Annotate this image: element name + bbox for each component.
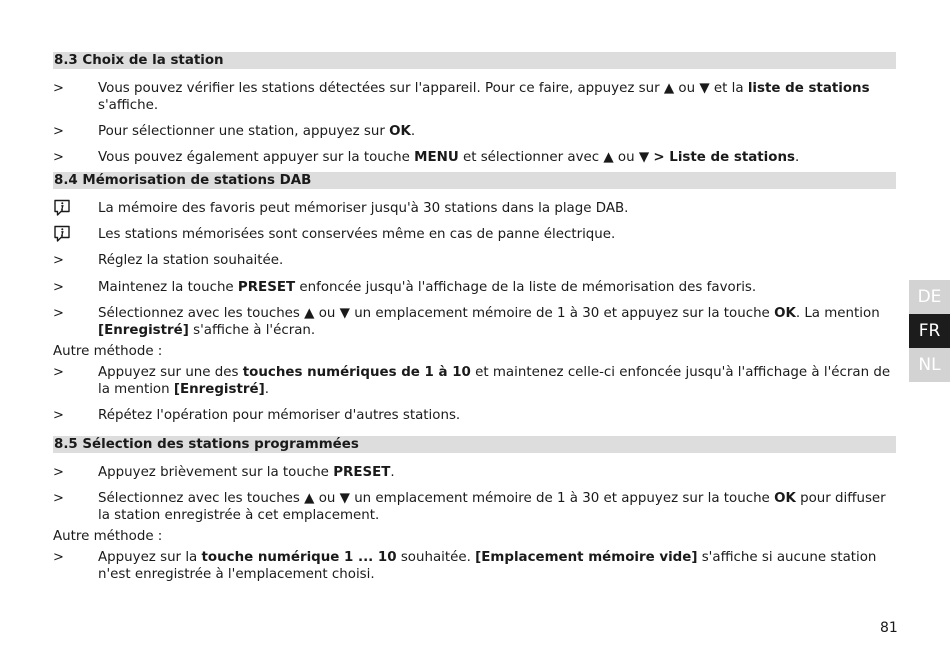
text-run: Appuyez sur une des	[98, 365, 243, 380]
text-run: enfoncée jusqu'à l'affichage de la liste de mémorisation des favoris.	[295, 280, 757, 295]
alt-method-label: Autre méthode :	[53, 529, 163, 544]
page-number: 81	[880, 620, 898, 636]
bold-run: [Enregistré]	[173, 382, 265, 397]
item-text	[98, 490, 896, 524]
text-run: Pour sélectionner une station, appuyez sur	[98, 124, 390, 139]
item-text	[98, 364, 896, 398]
list-item	[53, 464, 896, 481]
bold-run: OK	[774, 306, 796, 321]
bold-run: PRESET	[333, 465, 391, 480]
item-text	[98, 123, 896, 140]
text-run: Appuyez sur la	[98, 550, 202, 565]
text-run: s'affiche si aucune station n'est enregistrée à l'emplacement choisi.	[98, 550, 877, 582]
list-item	[53, 80, 896, 114]
list-item	[53, 123, 896, 140]
text-run: Appuyez brièvement sur la touche	[98, 465, 334, 480]
bold-run: [Emplacement mémoire vide]	[475, 550, 698, 565]
bullet-arrow: >	[53, 150, 64, 165]
bold-run: liste de stations	[747, 81, 870, 96]
text-run: Vous pouvez également appuyer sur la touche	[98, 150, 415, 165]
tab-language-nl[interactable]: NL	[909, 348, 950, 382]
text-run: et maintenez celle-ci enfoncée jusqu'à l'affichage à l'écran de la mention	[98, 365, 891, 397]
item-text	[98, 305, 896, 339]
text-run: Vous pouvez vérifier les stations détectées sur l'appareil. Pour ce faire, appuyez sur ▲ ou ▼ et la	[98, 81, 748, 96]
bold-run: OK	[389, 124, 411, 139]
list-item	[53, 407, 896, 424]
bold-run: touche numérique 1 ... 10	[201, 550, 397, 565]
list-item	[53, 549, 896, 583]
bullet-arrow: >	[53, 81, 64, 96]
list-item	[53, 364, 896, 398]
list-item	[53, 279, 896, 296]
text-run: et sélectionner avec ▲ ou ▼	[458, 150, 654, 165]
bullet-arrow: >	[53, 408, 64, 423]
text-run: s'affiche à l'écran.	[188, 323, 316, 338]
tab-language-fr[interactable]: FR	[909, 314, 950, 348]
item-text	[98, 252, 896, 269]
text-run: Sélectionnez avec les touches ▲ ou ▼ un emplacement mémoire de 1 à 30 et appuyez sur la touche	[98, 491, 775, 506]
tab-language-de[interactable]: DE	[909, 280, 950, 314]
text-run: .	[410, 124, 416, 139]
list-item	[53, 490, 896, 524]
item-text	[98, 226, 896, 243]
text-run: Maintenez la touche	[98, 280, 238, 295]
section-heading: 8.3 Choix de la station	[53, 52, 896, 69]
bold-run: touches numériques de 1 à 10	[242, 365, 471, 380]
bold-run: OK	[774, 491, 796, 506]
item-text	[98, 279, 896, 296]
item-text	[98, 407, 896, 424]
item-text	[98, 549, 896, 583]
alt-method-label: Autre méthode :	[53, 344, 163, 359]
bold-run: PRESET	[237, 280, 296, 295]
info-icon	[53, 225, 71, 242]
text-run: s'affiche.	[98, 98, 159, 113]
list-item	[53, 252, 896, 269]
bullet-arrow: >	[53, 365, 64, 380]
language-tabs	[909, 280, 950, 382]
bullet-arrow: >	[53, 124, 64, 139]
text-run: . La mention	[795, 306, 880, 321]
info-note	[53, 226, 896, 243]
bullet-arrow: >	[53, 550, 64, 565]
text-run: pour diffuser la station enregistrée à cet emplacement.	[98, 491, 886, 523]
item-text	[98, 464, 896, 481]
text-run: Les stations mémorisées sont conservées même en cas de panne électrique.	[98, 227, 616, 242]
item-text	[98, 80, 896, 114]
bullet-arrow: >	[53, 465, 64, 480]
info-note	[53, 200, 896, 217]
bold-run: MENU	[414, 150, 459, 165]
text-run: Répétez l'opération pour mémoriser d'autres stations.	[98, 408, 461, 423]
bold-run: [Enregistré]	[98, 323, 189, 338]
bullet-arrow: >	[53, 306, 64, 321]
item-text	[98, 200, 896, 217]
manual-page	[53, 52, 896, 583]
text-run: .	[794, 150, 800, 165]
info-icon	[53, 199, 71, 216]
text-run: La mémoire des favoris peut mémoriser jusqu'à 30 stations dans la plage DAB.	[98, 201, 629, 216]
section-heading: 8.4 Mémorisation de stations DAB	[53, 172, 896, 189]
list-item	[53, 305, 896, 339]
section-heading: 8.5 Sélection des stations programmées	[53, 436, 896, 453]
bullet-arrow: >	[53, 253, 64, 268]
text-run: souhaitée.	[396, 550, 476, 565]
text-run: Sélectionnez avec les touches ▲ ou ▼ un emplacement mémoire de 1 à 30 et appuyez sur la touche	[98, 306, 775, 321]
bullet-arrow: >	[53, 280, 64, 295]
bold-run: > Liste de stations	[653, 150, 795, 165]
item-text	[98, 149, 896, 166]
bullet-arrow: >	[53, 491, 64, 506]
text-run: .	[390, 465, 395, 480]
text-run: Réglez la station souhaitée.	[98, 253, 284, 268]
text-run: .	[264, 382, 269, 397]
list-item	[53, 149, 896, 166]
